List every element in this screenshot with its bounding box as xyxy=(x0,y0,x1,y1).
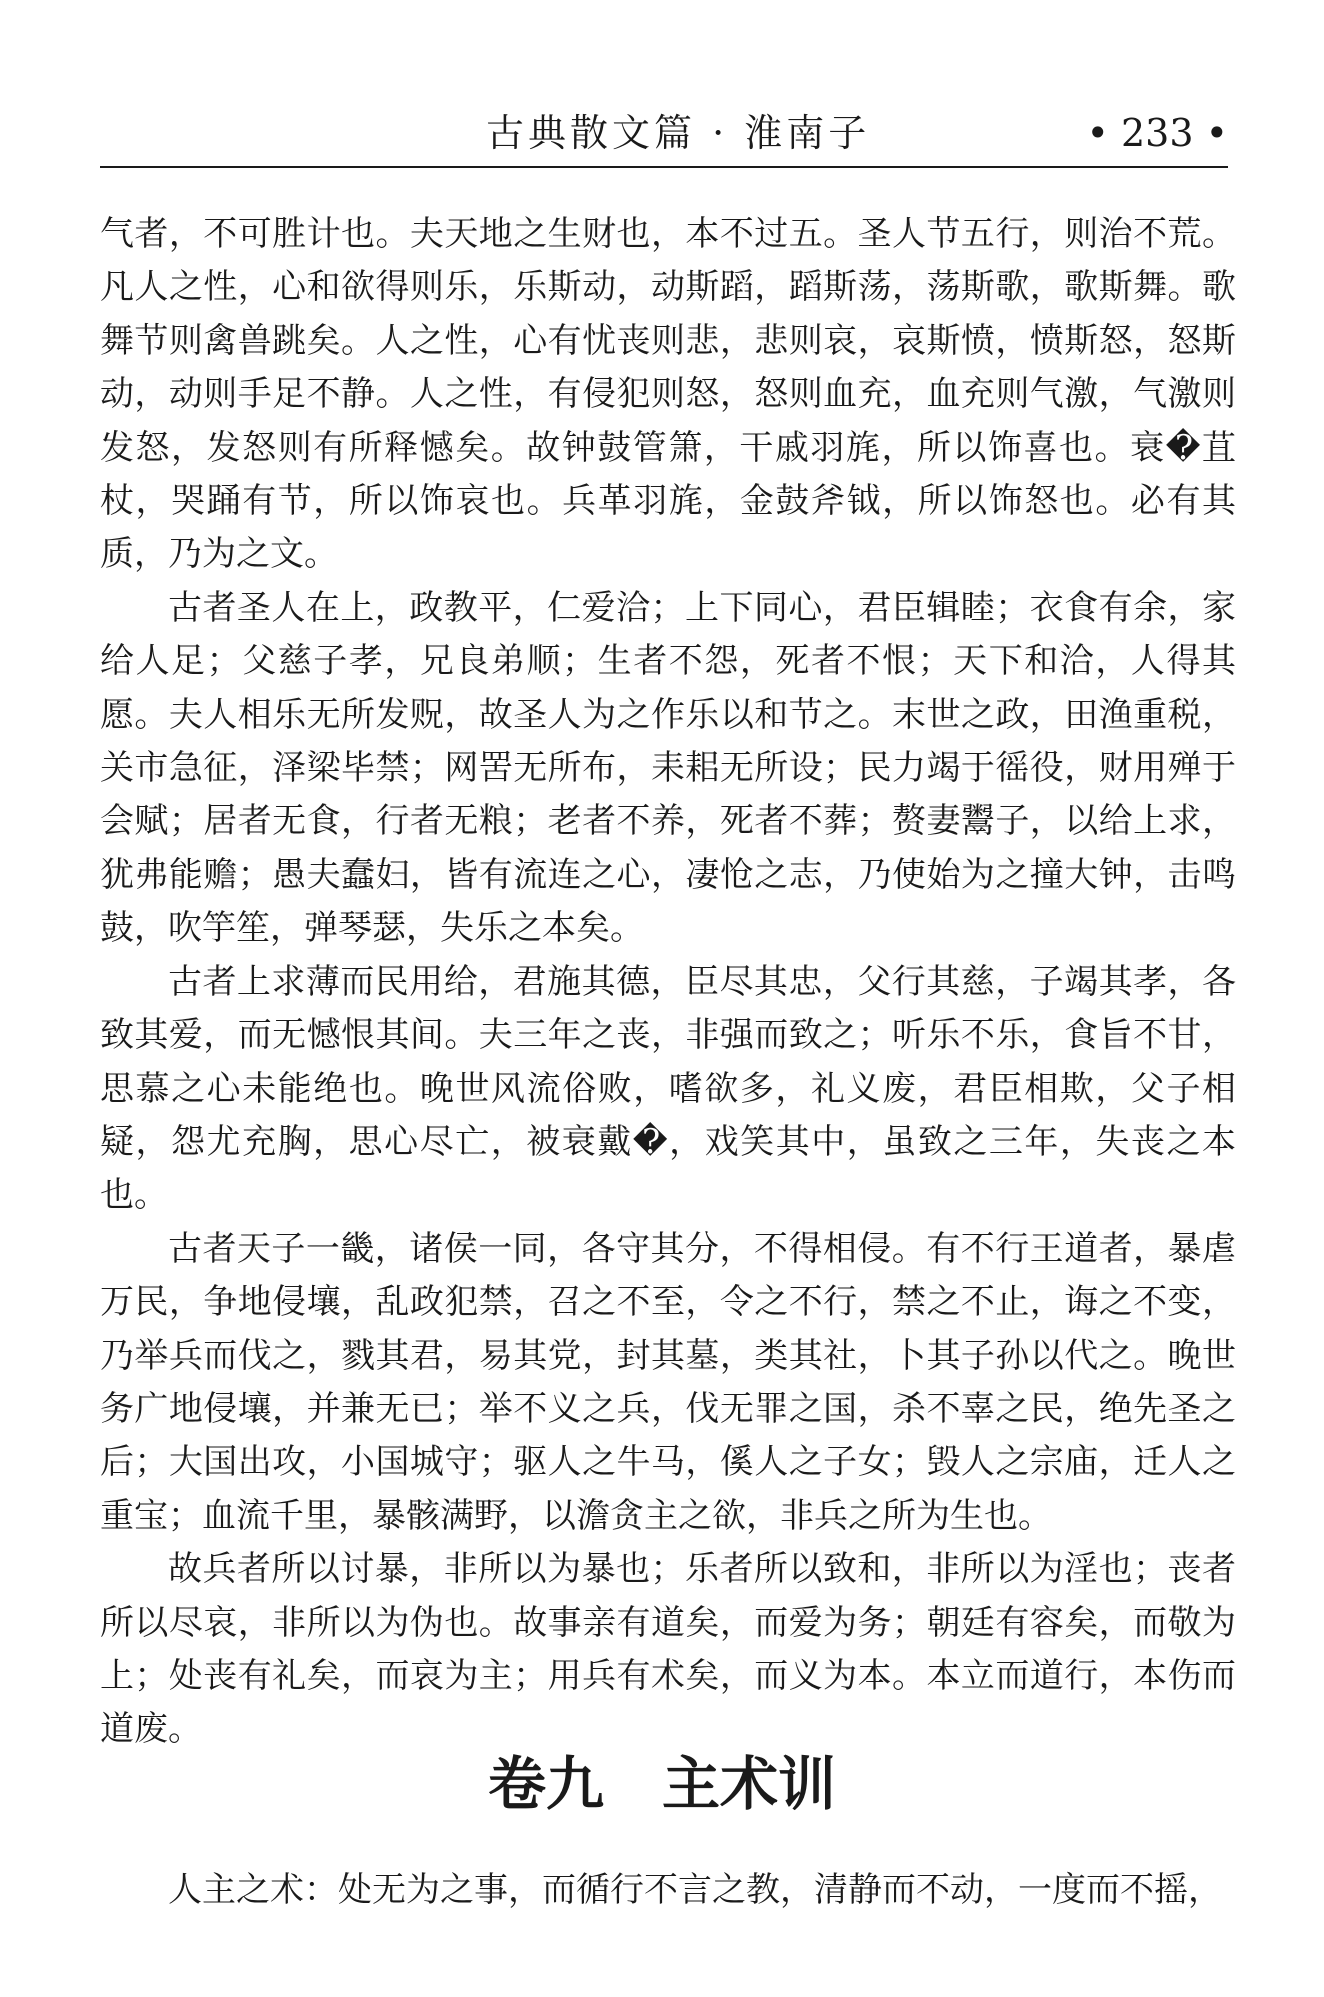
chapter-body xyxy=(100,1864,1236,1917)
paragraph: 古者天子一畿，诸侯一同，各守其分，不得相侵。有不行王道者，暴虐万民，争地侵壤，乱政犯禁，召之不至，令之不行，禁之不止，诲之不变，乃举兵而伐之，戮其君，易其党，封其墓，类其社，卜其子孙以代之。晚世务广地侵壤，并兼无已；举不义之兵，伐无罪之国，杀不辜之民，绝先圣之后；大国出攻，小国城守；驱人之牛马，傒人之子女；毁人之宗庙，迁人之重宝；血流千里，暴骸满野，以澹贪主之欲，非兵之所为生也。 xyxy=(100,1228,1236,1536)
paragraph: 古者上求薄而民用给，君施其德，臣尽其忠，父行其慈，子竭其孝，各致其爱，而无憾恨其间。夫三年之丧，非强而致之；听乐不乐，食旨不甘，思慕之心未能绝也。晚世风流俗败，嗜欲多，礼义废，君臣相欺，父子相疑，怨尤充胸，思心尽亡，被衰戴�，戏笑其中，虽致之三年，失丧之本也。 xyxy=(100,961,1236,1216)
page-number: • 233 • xyxy=(1086,111,1228,155)
chapter-first-line: 人主之术：处无为之事，而循行不言之教，清静而不动，一度而不摇， xyxy=(168,1870,1222,1910)
body-text xyxy=(100,208,1236,1757)
chapter-heading: 卷九 主术训 xyxy=(487,1750,836,1818)
running-header-title: 古典散文篇 · 淮南子 xyxy=(486,111,871,155)
paragraph: 古者圣人在上，政教平，仁爱洽；上下同心，君臣辑睦；衣食有余，家给人足；父慈子孝，兄良弟顺；生者不怨，死者不恨；天下和洽，人得其愿。夫人相乐无所发贶，故圣人为之作乐以和节之。末世之政，田渔重税，关市急征，泽梁毕禁；网罟无所布，耒耜无所设；民力竭于徭役，财用殚于会赋；居者无食，行者无粮；老者不养，死者不葬；赘妻鬻子，以给上求，犹弗能赡；愚夫蠢妇，皆有流连之心，凄怆之志，乃使始为之撞大钟，击鸣鼓，吹竽笙，弹琴瑟，失乐之本矣。 xyxy=(100,587,1236,949)
paragraph-continued: 气者，不可胜计也。夫天地之生财也，本不过五。圣人节五行，则治不荒。凡人之性，心和欲得则乐，乐斯动，动斯蹈，蹈斯荡，荡斯歌，歌斯舞。歌舞节则禽兽跳矣。人之性，心有忧丧则悲，悲则哀，哀斯愤，愤斯怒，怒斯动，动则手足不静。人之性，有侵犯则怒，怒则血充，血充则气激，气激则发怒，发怒则有所释憾矣。故钟鼓管箫，干戚羽旄，所以饰喜也。衰�苴杖，哭踊有节，所以饰哀也。兵革羽旄，金鼓斧钺，所以饰怒也。必有其质，乃为之文。 xyxy=(100,214,1236,575)
running-header xyxy=(100,108,1228,168)
paragraph: 故兵者所以讨暴，非所以为暴也；乐者所以致和，非所以为淫也；丧者所以尽哀，非所以为伪也。故事亲有道矣，而爱为务；朝廷有容矣，而敬为上；处丧有礼矣，而哀为主；用兵有术矣，而义为本。本立而道行，本伤而道废。 xyxy=(100,1549,1236,1750)
